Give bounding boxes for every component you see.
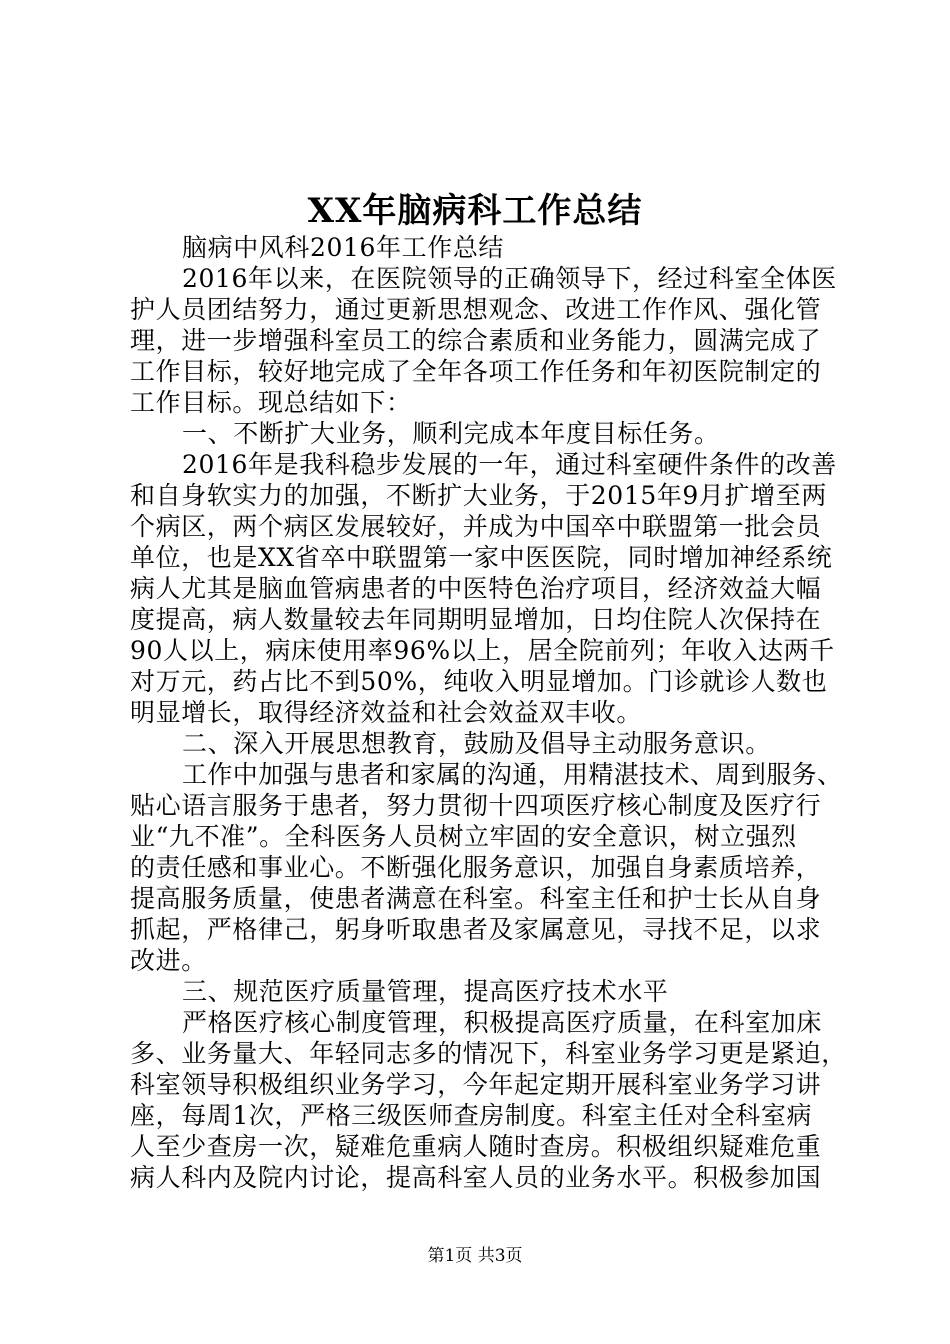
text-line: 严格医疗核心制度管理，积极提高医疗质量，在科室加床 <box>182 1008 823 1037</box>
text-line: 病人尤其是脑血管病患者的中医特色治疗项目，经济效益大幅 <box>130 574 822 603</box>
text-line: 明显增长，取得经济效益和社会效益双丰收。 <box>130 698 643 727</box>
text-line: 多、业务量大、年轻同志多的情况下，科室业务学习更是紧迫， <box>130 1039 847 1068</box>
text-line: 的责任感和事业心。不断强化服务意识，加强自身素质培养， <box>130 853 822 882</box>
text-line: 工作目标。现总结如下： <box>130 388 412 417</box>
text-line: 改进。 <box>130 946 207 975</box>
document-body <box>130 232 846 1193</box>
text-line: 三、规范医疗质量管理，提高医疗技术水平 <box>182 977 669 1006</box>
text-line: 度提高，病人数量较去年同期明显增加，日均住院人次保持在 <box>130 605 822 634</box>
text-line: 提高服务质量，使患者满意在科室。科室主任和护士长从自身 <box>130 884 822 913</box>
text-line: 病人科内及院内讨论，提高科室人员的业务水平。积极参加国 <box>130 1163 822 1192</box>
page-title: XX年脑病科工作总结 <box>307 191 643 231</box>
text-line: 脑病中风科2016年工作总结 <box>182 233 505 262</box>
text-line: 单位，也是XX省卒中联盟第一家中医医院，同时增加神经系统 <box>130 543 833 572</box>
text-line: 贴心语言服务于患者，努力贯彻十四项医疗核心制度及医疗行 <box>130 791 822 820</box>
text-line: 2016年是我科稳步发展的一年，通过科室硬件条件的改善 <box>182 450 837 479</box>
text-line: 二、深入开展思想教育，鼓励及倡导主动服务意识。 <box>182 729 771 758</box>
text-line: 科室领导积极组织业务学习，今年起定期开展科室业务学习讲 <box>130 1070 822 1099</box>
text-line: 护人员团结努力，通过更新思想观念、改进工作作风、强化管 <box>130 295 822 324</box>
text-line: 个病区，两个病区发展较好，并成为中国卒中联盟第一批会员 <box>130 512 822 541</box>
text-line: 业“九不准”。全科医务人员树立牢固的安全意识，树立强烈 <box>130 822 797 851</box>
text-line: 理，进一步增强科室员工的综合素质和业务能力，圆满完成了 <box>130 326 822 355</box>
text-line: 90人以上，病床使用率96%以上，居全院前列；年收入达两千 <box>130 636 835 665</box>
page-footer: 第1页 共3页 <box>427 1246 523 1266</box>
text-line: 工作中加强与患者和家属的沟通，用精湛技术、周到服务、 <box>182 760 843 789</box>
text-line: 人至少查房一次，疑难危重病人随时查房。积极组织疑难危重 <box>130 1132 822 1161</box>
text-line: 工作目标，较好地完成了全年各项工作任务和年初医院制定的 <box>130 357 822 386</box>
text-line: 对万元，药占比不到50%，纯收入明显增加。门诊就诊人数也 <box>130 667 828 696</box>
text-line: 2016年以来，在医院领导的正确领导下，经过科室全体医 <box>182 264 837 293</box>
text-line: 和自身软实力的加强，不断扩大业务，于2015年9月扩增至两 <box>130 481 827 510</box>
text-line: 抓起，严格律己，躬身听取患者及家属意见，寻找不足，以求 <box>130 915 822 944</box>
text-line: 座，每周1次，严格三级医师查房制度。科室主任对全科室病 <box>130 1101 813 1130</box>
text-line: 一、不断扩大业务，顺利完成本年度目标任务。 <box>182 419 720 448</box>
